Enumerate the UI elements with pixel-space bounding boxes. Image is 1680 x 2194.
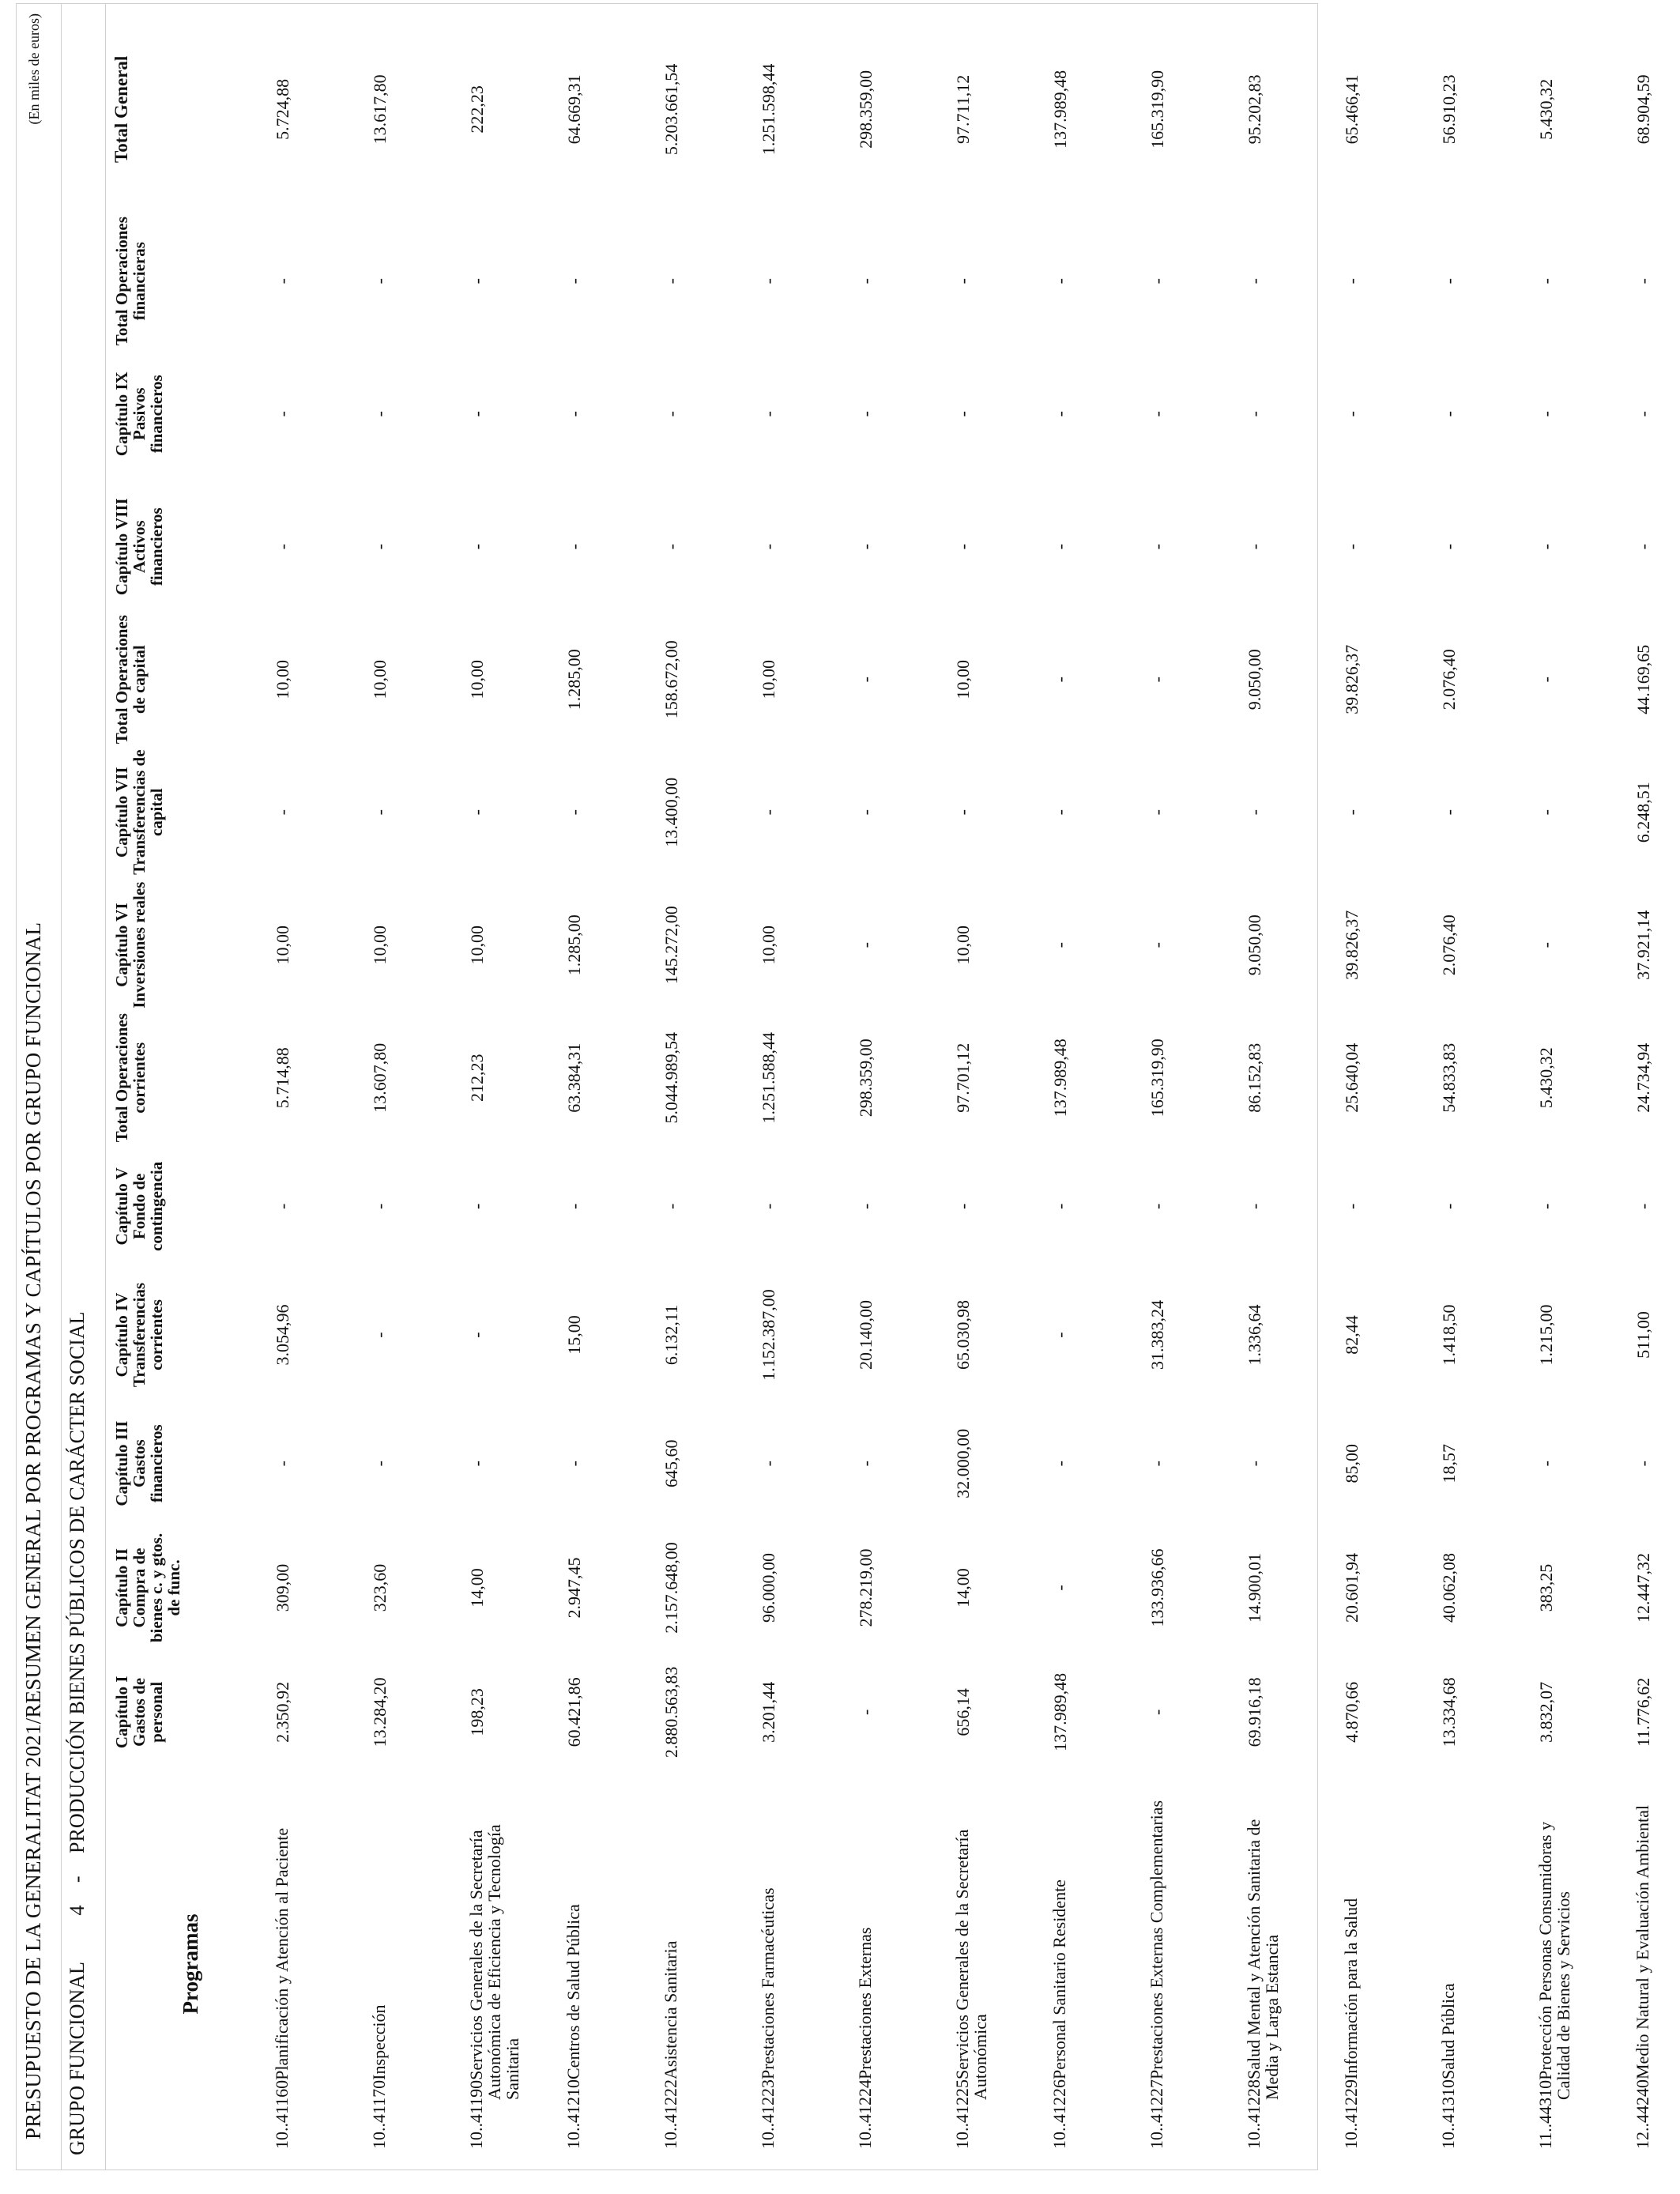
table-cell: 20.601,94 bbox=[1342, 1553, 1362, 1623]
program-name: Servicios Generales de la Secretaría Autonómica bbox=[952, 1829, 990, 2100]
table-cell: - bbox=[370, 809, 390, 816]
table-cell: - bbox=[1536, 278, 1556, 285]
table-cell: - bbox=[1633, 544, 1653, 550]
table-cell: - bbox=[467, 544, 487, 550]
table-cell: 9.050,00 bbox=[1245, 649, 1264, 711]
table-cell: - bbox=[661, 544, 681, 550]
table-cell: 39.826,37 bbox=[1342, 910, 1362, 980]
table-cell: 82,44 bbox=[1342, 1315, 1362, 1355]
program-name: Inspección bbox=[369, 2004, 389, 2080]
column-header: Total Operaciones corrientes bbox=[112, 1013, 149, 1143]
table-cell: - bbox=[1536, 809, 1556, 816]
column-header: Total Operaciones de capital bbox=[112, 615, 149, 745]
program-name: Salud Pública bbox=[1438, 1983, 1458, 2079]
grupo-funcional-line bbox=[66, 1312, 89, 2156]
column-header: Capítulo III Gastos financieros bbox=[112, 1420, 166, 1506]
table-cell: 1.215,00 bbox=[1536, 1304, 1556, 1366]
table-cell: 2.350,92 bbox=[273, 1681, 292, 1743]
table-cell: 5.430,32 bbox=[1536, 78, 1556, 140]
table-cell: - bbox=[467, 278, 487, 285]
column-header: Capítulo IX Pasivos financieros bbox=[112, 371, 166, 457]
program-code: 10..41228 bbox=[1244, 2079, 1264, 2149]
table-cell: - bbox=[564, 1461, 584, 1467]
table-row bbox=[948, 4, 1045, 2154]
table-cell: - bbox=[1536, 1461, 1556, 1467]
table-cell: - bbox=[564, 1203, 584, 1210]
table-cell: 2.076,40 bbox=[1439, 649, 1459, 711]
table-cell: 10,00 bbox=[953, 659, 973, 699]
program-code: 10..41190 bbox=[466, 2079, 486, 2149]
table-cell: 309,00 bbox=[273, 1563, 292, 1612]
table-cell: - bbox=[1147, 278, 1167, 285]
table-cell: 13.334,68 bbox=[1439, 1677, 1459, 1747]
table-cell: - bbox=[1439, 411, 1459, 417]
table-cell: 137.989,48 bbox=[1050, 1039, 1070, 1118]
column-header: Capítulo VI Inversiones reales bbox=[112, 881, 149, 1008]
program-cell bbox=[1629, 1774, 1680, 2154]
program-cell bbox=[948, 1774, 1045, 2154]
table-cell: 5.044.989,54 bbox=[661, 1031, 681, 1124]
program-code: 10..41224 bbox=[855, 2079, 875, 2149]
table-cell: 656,14 bbox=[953, 1688, 973, 1736]
table-cell: - bbox=[1147, 677, 1167, 683]
table-cell: 13.617,80 bbox=[370, 74, 390, 145]
program-name: Protección Personas Consumidoras y Calidad de Bienes y Servicios bbox=[1535, 1821, 1573, 2100]
table-cell: 9.050,00 bbox=[1245, 914, 1264, 976]
column-header: Total Operaciones financieras bbox=[112, 217, 149, 346]
program-cell bbox=[1337, 1774, 1434, 2154]
table-cell: 133.936,66 bbox=[1147, 1548, 1167, 1627]
table-cell: 1.251.598,44 bbox=[759, 63, 778, 156]
table-cell: - bbox=[1245, 1203, 1264, 1210]
program-cell bbox=[657, 1774, 754, 2154]
budget-table bbox=[107, 4, 1680, 2154]
table-cell: 165.319,90 bbox=[1147, 70, 1167, 149]
table-cell: - bbox=[759, 544, 778, 550]
table-cell: 60.421,86 bbox=[564, 1677, 584, 1747]
grupo-label: GRUPO FUNCIONAL bbox=[66, 1962, 89, 2155]
table-cell: - bbox=[661, 1203, 681, 1210]
table-cell: - bbox=[1050, 278, 1070, 285]
grupo-number: 4 bbox=[66, 1905, 89, 1916]
divider bbox=[105, 4, 106, 2169]
column-header: Capítulo VIII Activos financieros bbox=[112, 498, 166, 596]
program-code: 10..41210 bbox=[563, 2079, 583, 2149]
table-cell: - bbox=[1050, 1332, 1070, 1338]
table-cell: - bbox=[856, 278, 876, 285]
table-cell: 2.880.563,83 bbox=[661, 1666, 681, 1759]
column-header: Capítulo I Gastos de personal bbox=[112, 1676, 166, 1749]
table-cell: 12.447,32 bbox=[1633, 1553, 1653, 1623]
table-cell: 383,25 bbox=[1536, 1563, 1556, 1612]
table-cell: 20.140,00 bbox=[856, 1300, 876, 1370]
table-cell: - bbox=[953, 411, 973, 417]
grupo-name: PRODUCCIÓN BIENES PÚBLICOS DE CARÁCTER SOCIAL bbox=[66, 1311, 89, 1853]
table-cell: 96.000,00 bbox=[759, 1553, 778, 1623]
table-cell: - bbox=[759, 411, 778, 417]
program-code: 10..41226 bbox=[1049, 2079, 1069, 2149]
program-name: Medio Natural y Evaluación Ambiental bbox=[1633, 1804, 1652, 2079]
program-name: Servicios Generales de la Secretaría Autonómica de Eficiencia y Tecnología Sanitaria bbox=[466, 1824, 522, 2100]
table-cell: 5.724,88 bbox=[273, 78, 292, 140]
table-cell: - bbox=[370, 1461, 390, 1467]
table-cell: - bbox=[1633, 1461, 1653, 1467]
table-cell: 2.076,40 bbox=[1439, 914, 1459, 976]
table-cell: - bbox=[1439, 544, 1459, 550]
table-cell: 44.169,65 bbox=[1633, 644, 1653, 714]
table-cell: - bbox=[1050, 1203, 1070, 1210]
table-cell: 68.904,59 bbox=[1633, 74, 1653, 145]
table-cell: 145.272,00 bbox=[661, 906, 681, 985]
table-cell: 10,00 bbox=[273, 925, 292, 965]
table-cell: 24.734,94 bbox=[1633, 1042, 1653, 1113]
table-cell: 2.157.648,00 bbox=[661, 1542, 681, 1634]
table-cell: - bbox=[759, 1461, 778, 1467]
table-cell: - bbox=[273, 809, 292, 816]
table-cell: - bbox=[1536, 1203, 1556, 1210]
table-cell: - bbox=[1147, 942, 1167, 948]
table-cell: - bbox=[1147, 411, 1167, 417]
table-cell: - bbox=[856, 677, 876, 683]
table-cell: 69.916,18 bbox=[1245, 1677, 1264, 1747]
table-cell: - bbox=[564, 809, 584, 816]
table-cell: 198,23 bbox=[467, 1688, 487, 1736]
column-header: Capítulo V Fondo de contingencia bbox=[112, 1161, 166, 1251]
table-cell: 6.248,51 bbox=[1633, 782, 1653, 843]
table-cell: - bbox=[953, 809, 973, 816]
table-cell: 298.359,00 bbox=[856, 1039, 876, 1118]
table-cell: - bbox=[1147, 544, 1167, 550]
table-cell: 645,60 bbox=[661, 1439, 681, 1487]
table-cell: - bbox=[1633, 278, 1653, 285]
program-name: Salud Mental y Atención Sanitaria de Media y Larga Estancia bbox=[1244, 1819, 1282, 2100]
table-cell: 10,00 bbox=[370, 659, 390, 699]
table-cell: - bbox=[856, 1461, 876, 1467]
table-cell: 13.607,80 bbox=[370, 1042, 390, 1113]
program-name: Prestaciones Farmacéuticas bbox=[758, 1887, 778, 2079]
table-cell: 1.285,00 bbox=[564, 914, 584, 976]
table-cell: - bbox=[1050, 942, 1070, 948]
table-cell: - bbox=[1050, 1585, 1070, 1591]
table-cell: - bbox=[370, 544, 390, 550]
table-cell: 14,00 bbox=[467, 1568, 487, 1608]
table-cell: 1.285,00 bbox=[564, 649, 584, 711]
program-code: 10..41170 bbox=[369, 2079, 389, 2149]
table-cell: 56.910,23 bbox=[1439, 74, 1459, 145]
table-cell: - bbox=[856, 544, 876, 550]
table-header-row bbox=[107, 4, 268, 2154]
table-cell: - bbox=[1633, 1203, 1653, 1210]
table-cell: - bbox=[1245, 809, 1264, 816]
table-row bbox=[754, 4, 851, 2154]
table-cell: 1.418,50 bbox=[1439, 1304, 1459, 1366]
program-name: Prestaciones Externas Complementarias bbox=[1147, 1800, 1166, 2079]
column-header: Capítulo VII Transferencias de capital bbox=[112, 749, 166, 875]
table-row bbox=[1629, 4, 1680, 2154]
column-header: Capítulo II Compra de bienes c. y gtos. de func. bbox=[112, 1532, 183, 1643]
table-cell: 64.669,31 bbox=[564, 74, 584, 145]
table-cell: 25.640,04 bbox=[1342, 1042, 1362, 1113]
table-cell: 222,23 bbox=[467, 85, 487, 134]
program-name: Información para la Salud bbox=[1341, 1898, 1361, 2079]
table-cell: 39.826,37 bbox=[1342, 644, 1362, 714]
table-cell: - bbox=[467, 809, 487, 816]
table-cell: 137.989,48 bbox=[1050, 1672, 1070, 1751]
table-cell: - bbox=[759, 278, 778, 285]
program-code: 10..41223 bbox=[758, 2079, 778, 2149]
table-cell: 2.947,45 bbox=[564, 1557, 584, 1619]
table-cell: 37.921,14 bbox=[1633, 910, 1653, 980]
table-cell: - bbox=[370, 278, 390, 285]
table-cell: - bbox=[953, 278, 973, 285]
table-cell: - bbox=[1536, 677, 1556, 683]
table-cell: - bbox=[1342, 278, 1362, 285]
table-cell: 14.900,01 bbox=[1245, 1553, 1264, 1623]
program-cell bbox=[1143, 1774, 1240, 2154]
table-cell: 97.711,12 bbox=[953, 74, 973, 144]
table-cell: - bbox=[1245, 1461, 1264, 1467]
table-cell: 511,00 bbox=[1633, 1311, 1653, 1359]
units-note: (En miles de euros) bbox=[26, 13, 42, 125]
table-cell: - bbox=[1342, 1203, 1362, 1210]
table-cell: 32.000,00 bbox=[953, 1428, 973, 1498]
table-cell: 10,00 bbox=[953, 925, 973, 965]
table-cell: - bbox=[1050, 677, 1070, 683]
table-cell: 4.870,66 bbox=[1342, 1681, 1362, 1743]
table-cell: - bbox=[1050, 809, 1070, 816]
program-code: 10..41229 bbox=[1341, 2079, 1361, 2149]
table-row bbox=[1045, 4, 1143, 2154]
table-cell: - bbox=[467, 1203, 487, 1210]
table-cell: - bbox=[273, 411, 292, 417]
table-row bbox=[365, 4, 462, 2154]
table-cell: - bbox=[1050, 544, 1070, 550]
table-cell: 86.152,83 bbox=[1245, 1042, 1264, 1113]
table-cell: - bbox=[1439, 1203, 1459, 1210]
program-code: 11..44310 bbox=[1535, 2079, 1555, 2149]
program-cell bbox=[851, 1774, 948, 2154]
table-cell: 6.132,11 bbox=[661, 1304, 681, 1366]
table-cell: 10,00 bbox=[759, 659, 778, 699]
table-cell: 10,00 bbox=[273, 659, 292, 699]
table-cell: 10,00 bbox=[370, 925, 390, 965]
column-header: Total General bbox=[111, 55, 131, 163]
table-body bbox=[268, 4, 1680, 2154]
table-cell: - bbox=[1633, 411, 1653, 417]
table-row bbox=[851, 4, 948, 2154]
table-row bbox=[657, 4, 754, 2154]
program-code: 10..41310 bbox=[1438, 2079, 1458, 2149]
table-cell: - bbox=[856, 1203, 876, 1210]
table-cell: - bbox=[1439, 809, 1459, 816]
table-cell: 54.833,83 bbox=[1439, 1042, 1459, 1113]
table-cell: 31.383,24 bbox=[1147, 1300, 1167, 1370]
table-cell: - bbox=[1342, 544, 1362, 550]
table-cell: 14,00 bbox=[953, 1568, 973, 1608]
table-cell: - bbox=[564, 411, 584, 417]
program-code: 10..41222 bbox=[661, 2079, 680, 2149]
table-cell: 10,00 bbox=[467, 659, 487, 699]
table-cell: - bbox=[856, 809, 876, 816]
program-name: Prestaciones Externas bbox=[855, 1927, 875, 2079]
table-cell: 158.672,00 bbox=[661, 640, 681, 719]
table-cell: 65.466,41 bbox=[1342, 74, 1362, 145]
table-cell: 15,00 bbox=[564, 1315, 584, 1355]
program-cell bbox=[365, 1774, 462, 2154]
program-code: 10..41227 bbox=[1147, 2079, 1166, 2149]
table-cell: - bbox=[856, 1709, 876, 1715]
table-cell: - bbox=[564, 278, 584, 285]
table-cell: - bbox=[1050, 1461, 1070, 1467]
table-cell: - bbox=[1147, 1709, 1167, 1715]
grupo-dash: - bbox=[66, 1875, 89, 1883]
table-row bbox=[268, 4, 365, 2154]
program-cell bbox=[1045, 1774, 1143, 2154]
program-name: Asistencia Sanitaria bbox=[661, 1940, 680, 2079]
table-cell: 5.714,88 bbox=[273, 1047, 292, 1109]
table-cell: - bbox=[1342, 411, 1362, 417]
table-cell: 10,00 bbox=[759, 925, 778, 965]
table-row bbox=[559, 4, 657, 2154]
table-cell: 323,60 bbox=[370, 1563, 390, 1612]
table-row bbox=[1531, 4, 1629, 2154]
program-cell bbox=[754, 1774, 851, 2154]
table-cell: - bbox=[467, 1461, 487, 1467]
table-cell: - bbox=[856, 411, 876, 417]
column-header: Programas bbox=[179, 1913, 202, 2015]
program-cell bbox=[268, 1774, 365, 2154]
table-cell: - bbox=[467, 1332, 487, 1338]
table-cell: - bbox=[856, 942, 876, 948]
report-title: PRESUPUESTO DE LA GENERALITAT 2021/RESUMEN GENERAL POR PROGRAMAS Y CAPÍTULOS POR GRUPO FUNCIONAL bbox=[21, 922, 45, 2139]
table-cell: - bbox=[1245, 278, 1264, 285]
program-cell bbox=[462, 1774, 559, 2154]
table-cell: 18,57 bbox=[1439, 1443, 1459, 1483]
program-cell bbox=[1434, 1774, 1531, 2154]
table-cell: - bbox=[1536, 544, 1556, 550]
table-cell: - bbox=[273, 544, 292, 550]
table-cell: - bbox=[273, 1461, 292, 1467]
table-cell: - bbox=[1147, 809, 1167, 816]
table-cell: 5.430,32 bbox=[1536, 1047, 1556, 1109]
program-name: Centros de Salud Pública bbox=[563, 1904, 583, 2079]
table-cell: - bbox=[1536, 942, 1556, 948]
column-header: Capítulo IV Transferencias corrientes bbox=[112, 1282, 166, 1388]
program-code: 10..41225 bbox=[952, 2079, 972, 2149]
table-cell: - bbox=[1536, 411, 1556, 417]
table-cell: 298.359,00 bbox=[856, 70, 876, 149]
table-cell: - bbox=[759, 809, 778, 816]
table-cell: 1.251.588,44 bbox=[759, 1031, 778, 1124]
program-cell bbox=[559, 1774, 657, 2154]
table-cell: - bbox=[370, 1332, 390, 1338]
table-cell: - bbox=[661, 411, 681, 417]
program-cell bbox=[1531, 1774, 1629, 2154]
table-cell: - bbox=[1342, 809, 1362, 816]
table-cell: - bbox=[370, 1203, 390, 1210]
table-cell: 65.030,98 bbox=[953, 1300, 973, 1370]
table-cell: - bbox=[1245, 544, 1264, 550]
table-cell: 165.319,90 bbox=[1147, 1039, 1167, 1118]
table-cell: 1.336,64 bbox=[1245, 1304, 1264, 1366]
table-cell: 95.202,83 bbox=[1245, 74, 1264, 145]
table-cell: - bbox=[953, 1203, 973, 1210]
table-cell: 13.284,20 bbox=[370, 1677, 390, 1747]
table-cell: 5.203.661,54 bbox=[661, 63, 681, 156]
report-frame bbox=[16, 3, 1653, 2170]
table-row bbox=[1337, 4, 1434, 2154]
table-cell: 40.062,08 bbox=[1439, 1553, 1459, 1623]
table-cell: - bbox=[467, 411, 487, 417]
table-cell: - bbox=[1050, 411, 1070, 417]
program-name: Planificación y Atención al Paciente bbox=[272, 1827, 292, 2080]
table-cell: 85,00 bbox=[1342, 1443, 1362, 1483]
table-cell: 13.400,00 bbox=[661, 777, 681, 847]
table-row bbox=[1143, 4, 1240, 2154]
program-cell bbox=[1240, 1774, 1337, 2154]
table-row bbox=[462, 4, 559, 2154]
table-cell: 3.201,44 bbox=[759, 1681, 778, 1743]
table-cell: - bbox=[564, 544, 584, 550]
table-cell: - bbox=[370, 411, 390, 417]
table-cell: - bbox=[953, 544, 973, 550]
table-cell: 10,00 bbox=[467, 925, 487, 965]
table-cell: - bbox=[1245, 411, 1264, 417]
program-name: Personal Sanitario Residente bbox=[1049, 1879, 1069, 2079]
program-code: 12..44240 bbox=[1633, 2079, 1652, 2149]
table-cell: 11.776,62 bbox=[1633, 1677, 1653, 1747]
table-cell: 212,23 bbox=[467, 1054, 487, 1102]
table-cell: 3.054,96 bbox=[273, 1304, 292, 1366]
table-cell: - bbox=[661, 278, 681, 285]
table-cell: - bbox=[273, 278, 292, 285]
table-cell: - bbox=[1439, 278, 1459, 285]
table-cell: - bbox=[1147, 1461, 1167, 1467]
table-cell: - bbox=[759, 1203, 778, 1210]
table-row bbox=[1434, 4, 1531, 2154]
table-cell: - bbox=[1147, 1203, 1167, 1210]
table-cell: 1.152.387,00 bbox=[759, 1289, 778, 1381]
table-cell: 63.384,31 bbox=[564, 1042, 584, 1113]
table-cell: 278.219,00 bbox=[856, 1548, 876, 1627]
table-cell: 97.701,12 bbox=[953, 1042, 973, 1113]
table-cell: - bbox=[273, 1203, 292, 1210]
divider bbox=[61, 4, 62, 2169]
table-cell: 137.989,48 bbox=[1050, 70, 1070, 149]
table-row bbox=[1240, 4, 1337, 2154]
program-code: 10..41160 bbox=[272, 2079, 292, 2149]
table-cell: 3.832,07 bbox=[1536, 1681, 1556, 1743]
